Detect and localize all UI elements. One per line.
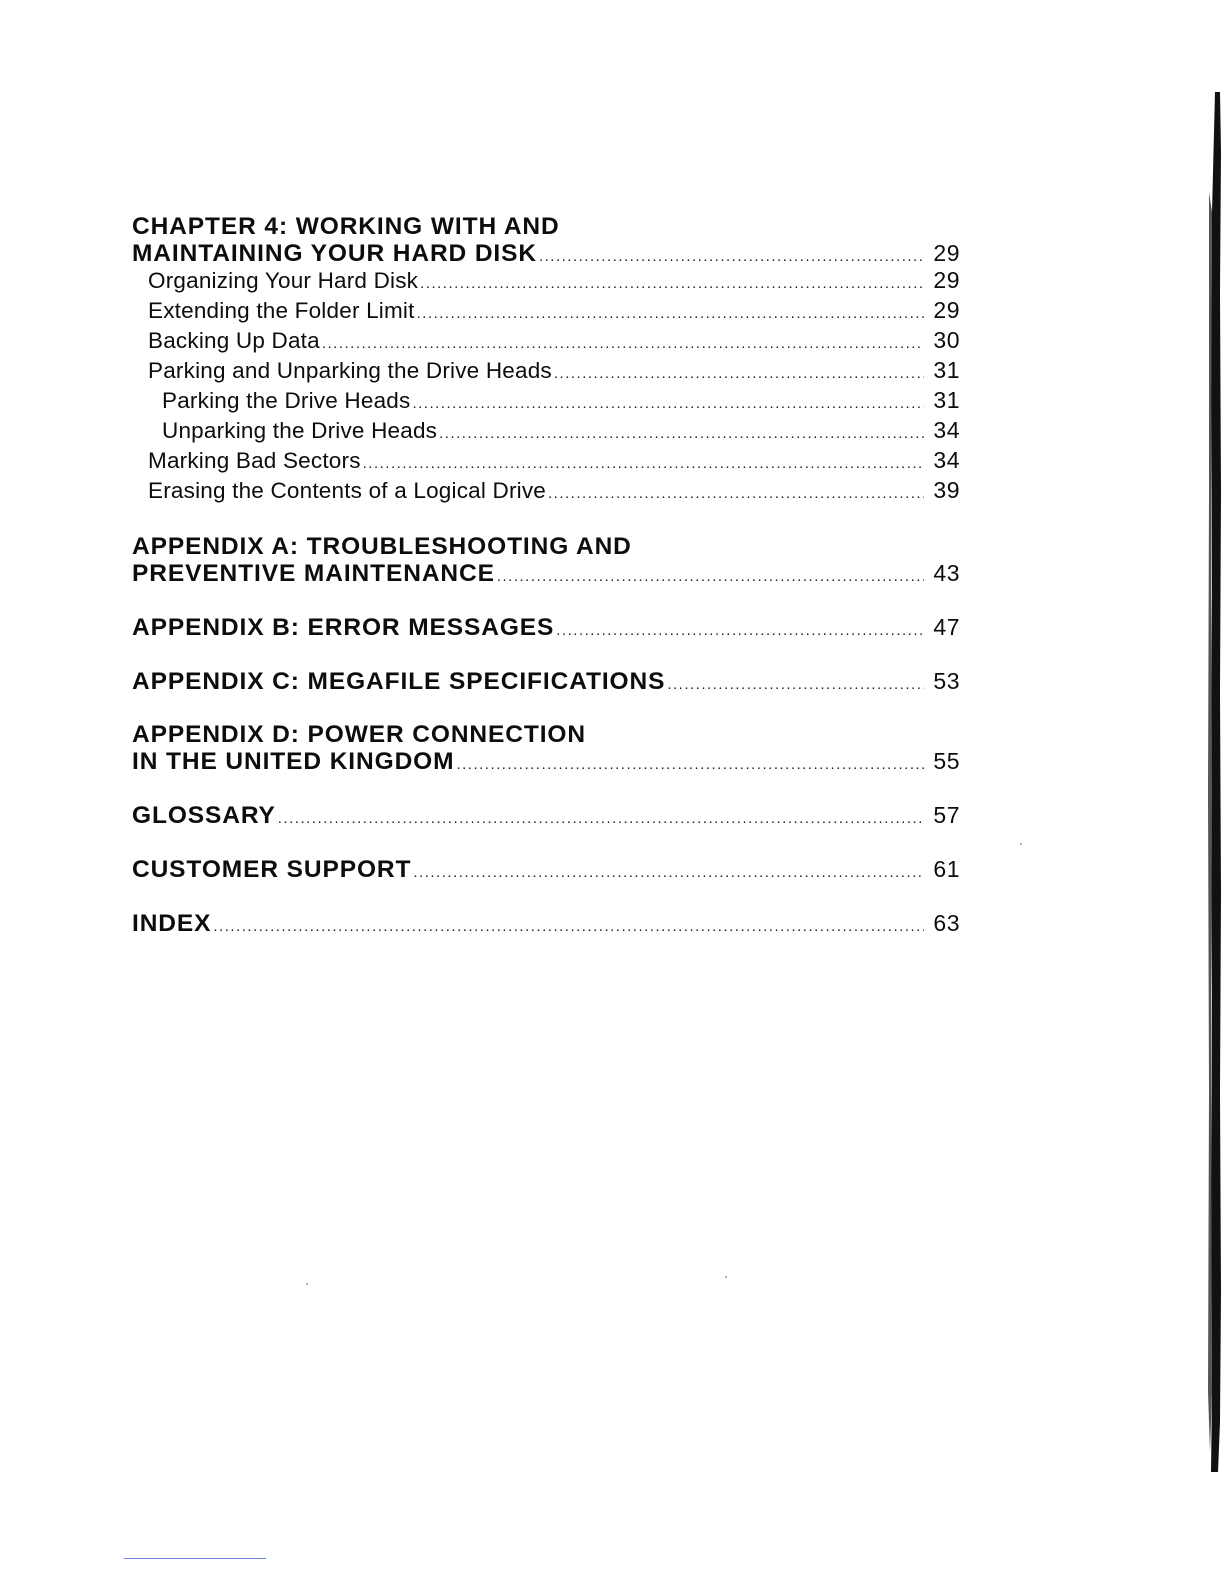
scan-artifact-line: [124, 1558, 266, 1559]
scan-speck: [1020, 843, 1022, 845]
toc-item-title: Backing Up Data: [148, 328, 320, 353]
toc-heading-line1: CHAPTER 4: WORKING WITH AND: [132, 213, 560, 240]
spacer: [132, 883, 960, 910]
toc-item-title: Extending the Folder Limit: [148, 298, 415, 323]
page-number: 30: [933, 327, 960, 353]
page-number: 63: [933, 910, 960, 936]
toc-item-backing-up[interactable]: [132, 327, 960, 357]
dot-leader: [412, 391, 924, 417]
toc-heading-line1: APPENDIX A: TROUBLESHOOTING AND: [132, 533, 632, 560]
toc-heading: CUSTOMER SUPPORT: [132, 856, 412, 883]
dot-leader: [439, 421, 924, 447]
dot-leader: [456, 756, 924, 773]
dot-leader: [213, 918, 924, 935]
table-of-contents: [132, 214, 960, 937]
toc-entry-appendix-b[interactable]: [132, 614, 960, 641]
toc-heading-line2: PREVENTIVE MAINTENANCE: [132, 560, 495, 587]
toc-entry-appendix-c[interactable]: [132, 668, 960, 695]
spacer: [132, 587, 960, 614]
dot-leader: [554, 361, 924, 387]
spacer: [132, 695, 960, 722]
dot-leader: [556, 622, 924, 639]
toc-item-title: Unparking the Drive Heads: [162, 418, 438, 443]
toc-item-title: Erasing the Contents of a Logical Drive: [148, 478, 547, 503]
dot-leader: [420, 271, 924, 297]
toc-subitem-parking[interactable]: [132, 387, 960, 417]
toc-heading: APPENDIX B: ERROR MESSAGES: [132, 614, 555, 641]
page-number: 29: [933, 297, 960, 323]
dot-leader: [539, 248, 924, 265]
dot-leader: [363, 451, 924, 477]
page-number: 29: [933, 240, 960, 266]
toc-heading: GLOSSARY: [132, 802, 276, 829]
page-number: 55: [933, 748, 960, 774]
spacer: [132, 775, 960, 802]
page-number: 39: [933, 477, 960, 503]
scan-speck: [725, 1276, 727, 1278]
page-number: 61: [933, 856, 960, 882]
toc-heading-line2: MAINTAINING YOUR HARD DISK: [132, 240, 537, 267]
binding-edge: [1193, 92, 1225, 1472]
dot-leader: [322, 331, 924, 357]
page-number: 31: [933, 357, 960, 383]
toc-item-extending[interactable]: [132, 297, 960, 327]
spacer: [132, 641, 960, 668]
toc-heading: APPENDIX C: MEGAFILE SPECIFICATIONS: [132, 668, 666, 695]
toc-heading: INDEX: [132, 910, 212, 937]
page-number: 34: [933, 417, 960, 443]
page-number: 43: [933, 560, 960, 586]
toc-entry-customer-support[interactable]: [132, 856, 960, 883]
toc-item-title: Parking the Drive Heads: [162, 388, 411, 413]
toc-item-title: Parking and Unparking the Drive Heads: [148, 358, 552, 383]
page-number: 53: [933, 668, 960, 694]
dot-leader: [413, 864, 924, 881]
page-number: 47: [933, 614, 960, 640]
toc-item-parking-unparking[interactable]: [132, 357, 960, 387]
dot-leader: [278, 810, 924, 827]
toc-entry-glossary[interactable]: [132, 802, 960, 829]
page-number: 29: [933, 267, 960, 293]
toc-heading-line2: IN THE UNITED KINGDOM: [132, 748, 455, 775]
spacer: [132, 829, 960, 856]
page-number: 57: [933, 802, 960, 828]
toc-entry-index[interactable]: [132, 910, 960, 937]
toc-item-organizing[interactable]: [132, 267, 960, 297]
page-number: 31: [933, 387, 960, 413]
dot-leader: [497, 568, 924, 585]
dot-leader: [548, 481, 924, 507]
dot-leader: [667, 676, 924, 693]
page-number: 34: [933, 447, 960, 473]
scan-speck: [306, 1283, 308, 1285]
dot-leader: [417, 301, 924, 327]
toc-heading-line1: APPENDIX D: POWER CONNECTION: [132, 721, 586, 748]
toc-item-title: Marking Bad Sectors: [148, 448, 361, 473]
toc-entry-chapter-4[interactable]: [132, 214, 960, 267]
spacer: [132, 507, 960, 534]
toc-item-title: Organizing Your Hard Disk: [148, 268, 419, 293]
toc-entry-appendix-d[interactable]: [132, 722, 960, 775]
toc-item-marking-bad-sectors[interactable]: [132, 447, 960, 477]
toc-entry-appendix-a[interactable]: [132, 534, 960, 587]
toc-subitem-unparking[interactable]: [132, 417, 960, 447]
toc-item-erasing[interactable]: [132, 477, 960, 507]
